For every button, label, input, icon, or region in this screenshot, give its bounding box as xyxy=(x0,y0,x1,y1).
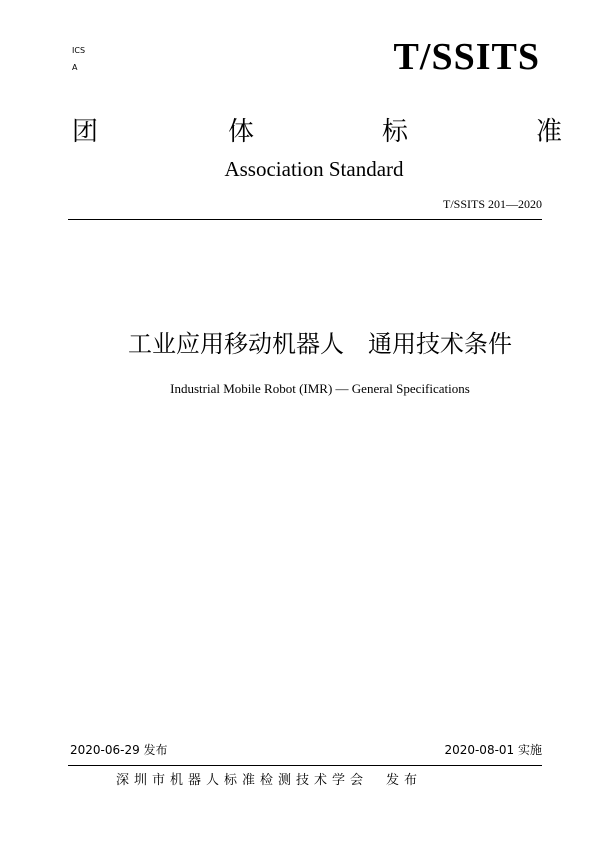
classification-label: A xyxy=(72,63,78,72)
standard-type-zh xyxy=(70,114,562,154)
ics-label: ICS xyxy=(72,46,86,55)
standard-type-en: Association Standard xyxy=(224,157,404,181)
implement-date: 2020-08-01 实施 xyxy=(444,743,542,757)
publish-date: 2020-06-29 发布 xyxy=(70,743,168,757)
standard-type-char-2: 体 xyxy=(228,117,255,147)
standard-type-char-1: 团 xyxy=(72,117,99,147)
document-title-zh: 工业应用移动机器人 通用技术条件 xyxy=(128,330,512,358)
document-number: T/SSITS 201—2020 xyxy=(442,197,542,211)
footer-divider xyxy=(68,765,542,766)
publisher: 深圳市机器人标准检测技术学会 发布 xyxy=(116,773,423,788)
document-title-en: Industrial Mobile Robot (IMR) — General Specifications xyxy=(170,381,470,396)
standard-type-char-4: 准 xyxy=(536,117,563,147)
standard-code: T/SSITS xyxy=(393,36,540,78)
standard-type-char-3: 标 xyxy=(382,117,409,147)
header-divider xyxy=(68,219,542,220)
